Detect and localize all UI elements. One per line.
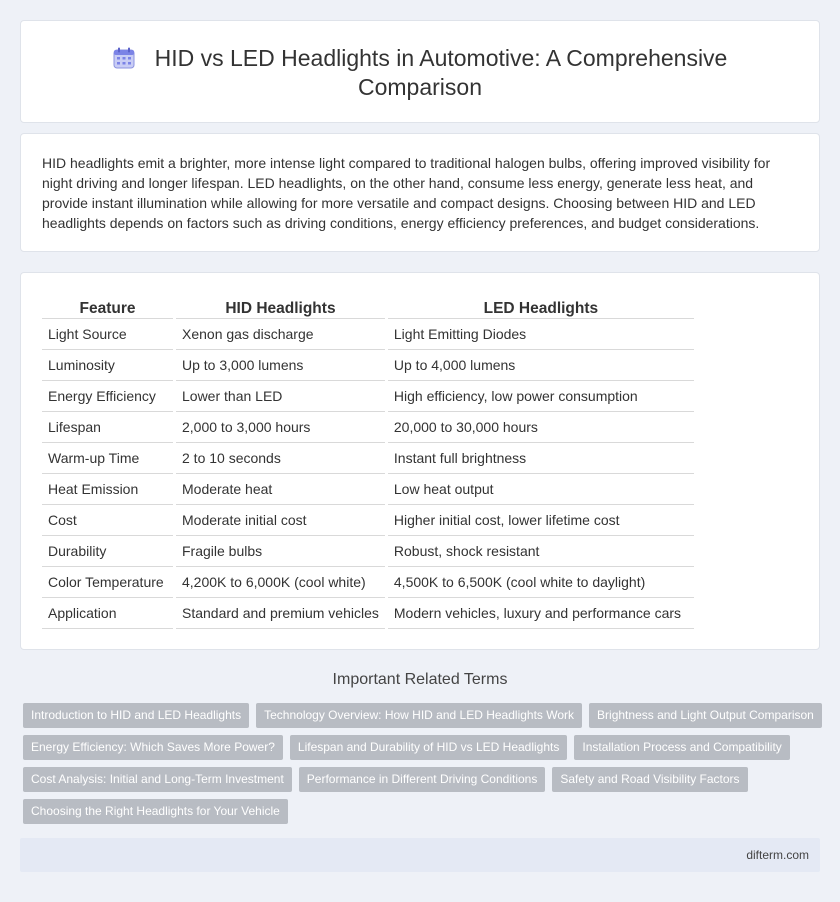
hid-cell: Moderate initial cost — [176, 504, 385, 535]
hid-cell: Lower than LED — [176, 380, 385, 411]
feature-cell: Warm-up Time — [42, 442, 173, 473]
led-cell: Robust, shock resistant — [388, 535, 694, 566]
hid-cell: 2,000 to 3,000 hours — [176, 411, 385, 442]
header-hid: HID Headlights — [176, 296, 385, 318]
feature-cell: Color Temperature — [42, 566, 173, 597]
header-led: LED Headlights — [388, 296, 694, 318]
led-cell: 20,000 to 30,000 hours — [388, 411, 694, 442]
table-row — [42, 411, 694, 442]
related-term-link[interactable]: Introduction to HID and LED Headlights — [23, 703, 249, 728]
hid-cell: Standard and premium vehicles — [176, 597, 385, 628]
related-terms-row — [23, 767, 823, 792]
table-row — [42, 504, 694, 535]
table-row — [42, 380, 694, 411]
page-title — [21, 44, 819, 102]
related-term-link[interactable]: Brightness and Light Output Comparison — [589, 703, 822, 728]
related-term-link[interactable]: Lifespan and Durability of HID vs LED Headlights — [290, 735, 567, 760]
table-header-row — [42, 296, 694, 318]
related-term-link[interactable]: Performance in Different Driving Conditions — [299, 767, 546, 792]
feature-cell: Cost — [42, 504, 173, 535]
header-feature: Feature — [42, 296, 173, 318]
table-row — [42, 597, 694, 628]
hid-cell: Moderate heat — [176, 473, 385, 504]
feature-cell: Energy Efficiency — [42, 380, 173, 411]
related-terms-row — [23, 703, 823, 728]
footer — [20, 838, 820, 872]
table-row — [42, 566, 694, 597]
related-term-link[interactable]: Energy Efficiency: Which Saves More Power? — [23, 735, 283, 760]
hid-cell: 4,200K to 6,000K (cool white) — [176, 566, 385, 597]
hid-cell: Xenon gas discharge — [176, 318, 385, 349]
related-term-link[interactable]: Choosing the Right Headlights for Your Vehicle — [23, 799, 288, 824]
related-terms-row — [23, 799, 823, 824]
led-cell: Modern vehicles, luxury and performance cars — [388, 597, 694, 628]
footer-site[interactable]: difterm.com — [746, 848, 809, 862]
feature-cell: Durability — [42, 535, 173, 566]
led-cell: Up to 4,000 lumens — [388, 349, 694, 380]
led-cell: Higher initial cost, lower lifetime cost — [388, 504, 694, 535]
feature-cell: Lifespan — [42, 411, 173, 442]
related-term-link[interactable]: Technology Overview: How HID and LED Headlights Work — [256, 703, 582, 728]
related-terms-title: Important Related Terms — [332, 671, 508, 688]
table-row — [42, 473, 694, 504]
table-row — [42, 318, 694, 349]
comparison-table-card — [20, 272, 820, 650]
related-terms-list — [23, 703, 823, 831]
feature-cell: Heat Emission — [42, 473, 173, 504]
related-terms-row — [23, 735, 823, 760]
led-cell: Light Emitting Diodes — [388, 318, 694, 349]
hid-cell: Up to 3,000 lumens — [176, 349, 385, 380]
related-term-link[interactable]: Installation Process and Compatibility — [574, 735, 789, 760]
hid-cell: Fragile bulbs — [176, 535, 385, 566]
comparison-table — [42, 296, 694, 629]
title-text: HID vs LED Headlights in Automotive: A Comprehensive Comparison — [154, 45, 728, 100]
led-cell: High efficiency, low power consumption — [388, 380, 694, 411]
related-term-link[interactable]: Safety and Road Visibility Factors — [552, 767, 747, 792]
feature-cell: Light Source — [42, 318, 173, 349]
table-row — [42, 349, 694, 380]
table-row — [42, 442, 694, 473]
calendar-icon — [113, 47, 135, 69]
led-cell: Instant full brightness — [388, 442, 694, 473]
table-row — [42, 535, 694, 566]
intro-card — [20, 133, 820, 252]
feature-cell: Application — [42, 597, 173, 628]
intro-paragraph: HID headlights emit a brighter, more intense light compared to traditional halogen bulbs, offering improved visibility for night driving and longer lifespan. LED headlights, on the other hand, consume less energy, generate less heat, and provide instant illumination while allowing for more versatile and compact designs. Choosing between HID and LED headlights depends on factors such as driving conditions, energy efficiency preferences, and budget considerations. — [42, 155, 771, 231]
feature-cell: Luminosity — [42, 349, 173, 380]
hid-cell: 2 to 10 seconds — [176, 442, 385, 473]
title-card — [20, 20, 820, 123]
led-cell: Low heat output — [388, 473, 694, 504]
led-cell: 4,500K to 6,500K (cool white to daylight) — [388, 566, 694, 597]
related-term-link[interactable]: Cost Analysis: Initial and Long-Term Investment — [23, 767, 292, 792]
